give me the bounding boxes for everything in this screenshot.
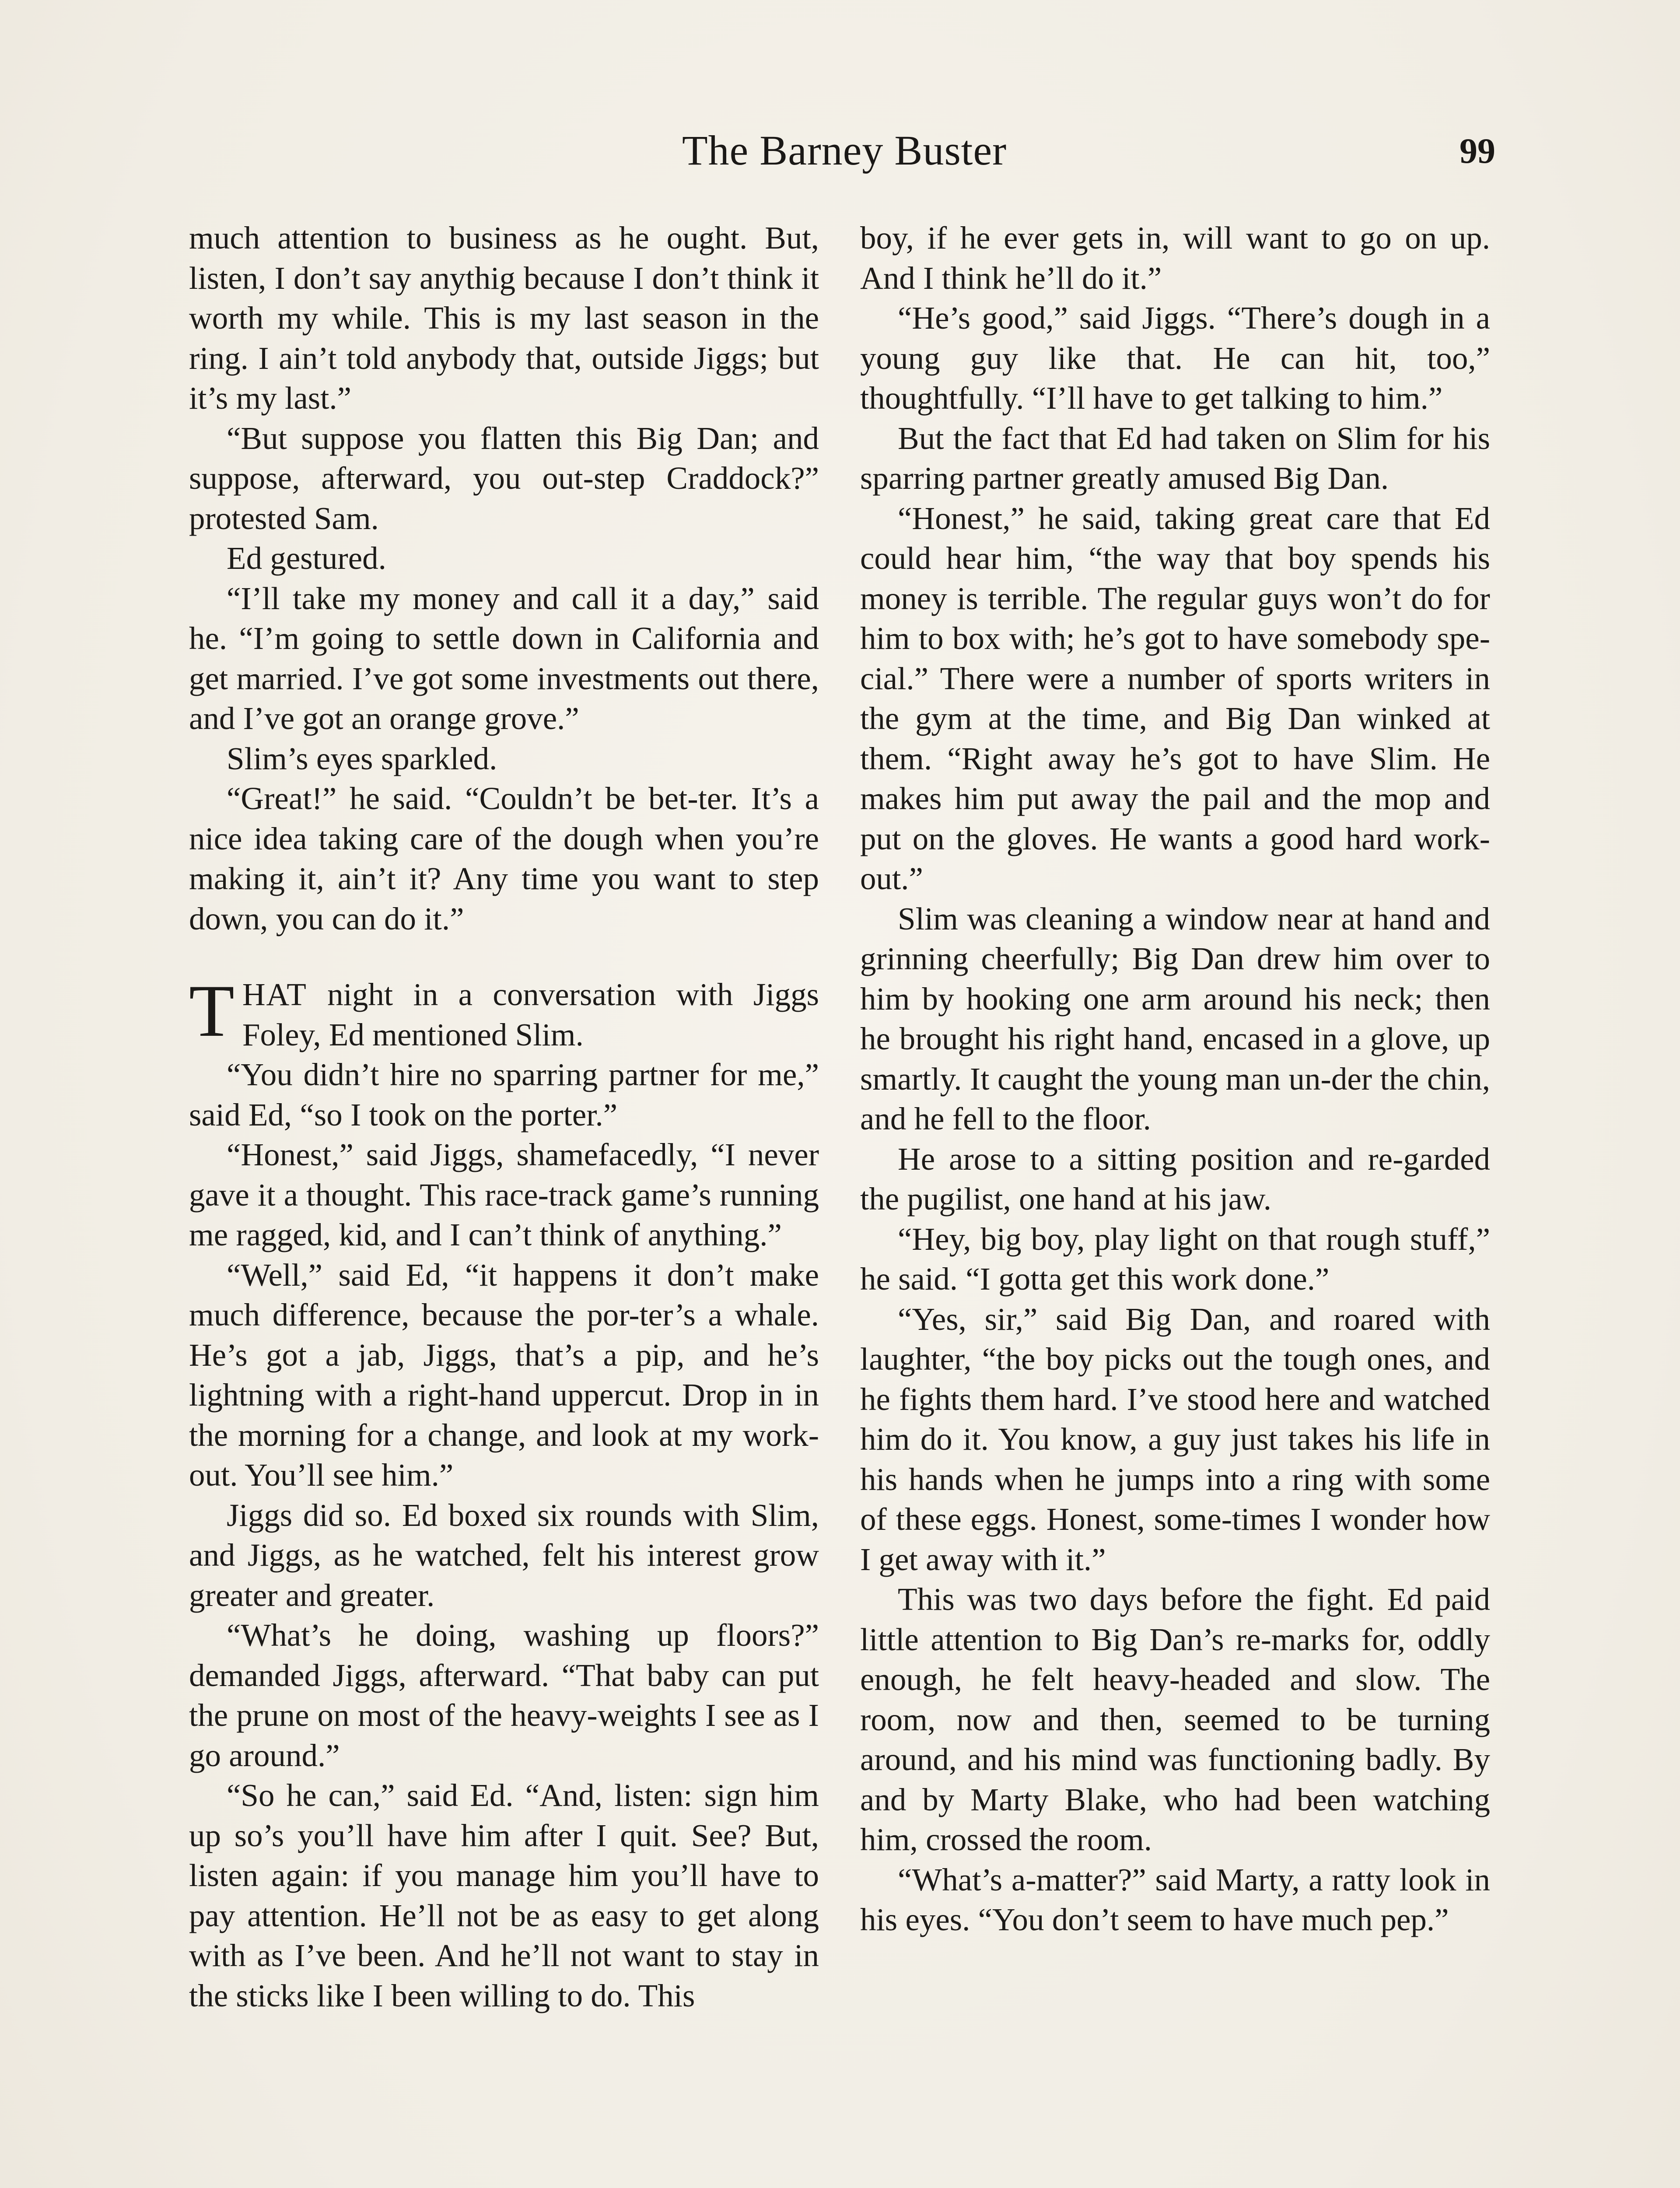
paragraph: “He’s good,” said Jiggs. “There’s dough in a young guy like that. He can hit, too,” thoughtfully. “I’ll have to get talking to him.”: [860, 300, 1490, 416]
paragraph: But the fact that Ed had taken on Slim for his sparring partner greatly amused Big Dan.: [860, 420, 1490, 496]
paragraph: “I’ll take my money and call it a day,” said he. “I’m going to settle down in California and get married. I’ve got some investments out there, and I’ve got an orange grove.”: [189, 580, 819, 736]
right-column: [860, 218, 1490, 1940]
paragraph: Jiggs did so. Ed boxed six rounds with Slim, and Jiggs, as he watched, felt his interest grow greater and greater.: [189, 1497, 819, 1613]
paragraph: This was two days before the fight. Ed paid little attention to Big Dan’s re-marks for, oddly enough, he felt heavy-headed and slow. The room, now and then, seemed to be turning around, and his mind was functioning badly. By and by Marty Blake, who had been watching him, crossed the room.: [860, 1581, 1490, 1857]
paragraph: much attention to business as he ought. But, listen, I don’t say anythig because I don’t think it worth my while. This is my last season in the ring. I ain’t told anybody that, outside Jiggs; but it’s my last.”: [189, 220, 819, 416]
paragraph: “Honest,” said Jiggs, shamefacedly, “I never gave it a thought. This race-track game’s running me ragged, kid, and I can’t think of anything.”: [189, 1137, 819, 1252]
paragraph: “But suppose you flatten this Big Dan; and suppose, afterward, you out-step Craddock?” protested Sam.: [189, 420, 819, 536]
paragraph-text: night in a conversation with Jiggs Foley, Ed mentioned Slim.: [242, 977, 819, 1052]
paragraph: “Well,” said Ed, “it happens it don’t make much difference, because the por-ter’s a whale. He’s got a jab, Jiggs, that’s a pip, and he’s lightning with a right-hand uppercut. Drop in in the morning for a change, and look at my work-out. You’ll see him.”: [189, 1257, 819, 1493]
paragraph: “Yes, sir,” said Big Dan, and roared with laughter, “the boy picks out the tough ones, and he fights them hard. I’ve stood here and watched him do it. You know, a guy just takes his life in his hands when he jumps into a ring with some of these eggs. Honest, some-times I wonder how I get away with it.”: [860, 1301, 1490, 1577]
small-caps-lead: HAT: [242, 977, 307, 1012]
running-head: [0, 117, 1680, 179]
paragraph: boy, if he ever gets in, will want to go on up. And I think he’ll do it.”: [860, 220, 1490, 296]
paragraph: “Great!” he said. “Couldn’t be bet-ter. It’s a nice idea taking care of the dough when you’re making it, ain’t it? Any time you want to step down, you can do it.”: [189, 781, 819, 936]
paragraph: “Hey, big boy, play light on that rough stuff,” he said. “I gotta get this work done.”: [860, 1221, 1490, 1297]
left-column: [189, 218, 819, 2016]
paragraph: Slim’s eyes sparkled.: [227, 740, 497, 776]
paragraph: “What’s a-matter?” said Marty, a ratty look in his eyes. “You don’t seem to have much pep.”: [860, 1862, 1490, 1937]
running-title: The Barney Buster: [682, 127, 1007, 174]
drop-cap: T: [189, 970, 234, 1052]
paragraph: “What’s he doing, washing up floors?” demanded Jiggs, afterward. “That baby can put the prune on most of the heavy-weights I see as I go around.”: [189, 1617, 819, 1773]
paragraph: “Honest,” he said, taking great care that Ed could hear him, “the way that boy spends his money is terrible. The regular guys won’t do for him to box with; he’s got to have somebody spe-cial.” There were a number of sports writers in the gym at the time, and Big Dan winked at them. “Right away he’s got to have Slim. He makes him put away the pail and the mop and put on the gloves. He wants a good hard work-out.”: [860, 500, 1490, 896]
paragraph: “You didn’t hire no sparring partner for me,” said Ed, “so I took on the porter.”: [189, 1057, 819, 1133]
page-number: 99: [1460, 131, 1495, 171]
paragraph: “So he can,” said Ed. “And, listen: sign him up so’s you’ll have him after I quit. See? But, listen again: if you manage him you’ll have to pay attention. He’ll not be as easy to get along with as I’ve been. And he’ll not want to stay in the sticks like I been willing to do. This: [189, 1778, 819, 2013]
paragraph: Slim was cleaning a window near at hand and grinning cheerfully; Big Dan drew him over to him by hooking one arm around his neck; then he brought his right hand, encased in a glove, up smartly. It caught the young man un-der the chin, and he fell to the floor.: [860, 901, 1490, 1136]
paragraph: Ed gestured.: [227, 540, 386, 576]
paragraph: He arose to a sitting position and re-garded the pugilist, one hand at his jaw.: [860, 1141, 1490, 1217]
section-opening-paragraph: [189, 970, 819, 1055]
